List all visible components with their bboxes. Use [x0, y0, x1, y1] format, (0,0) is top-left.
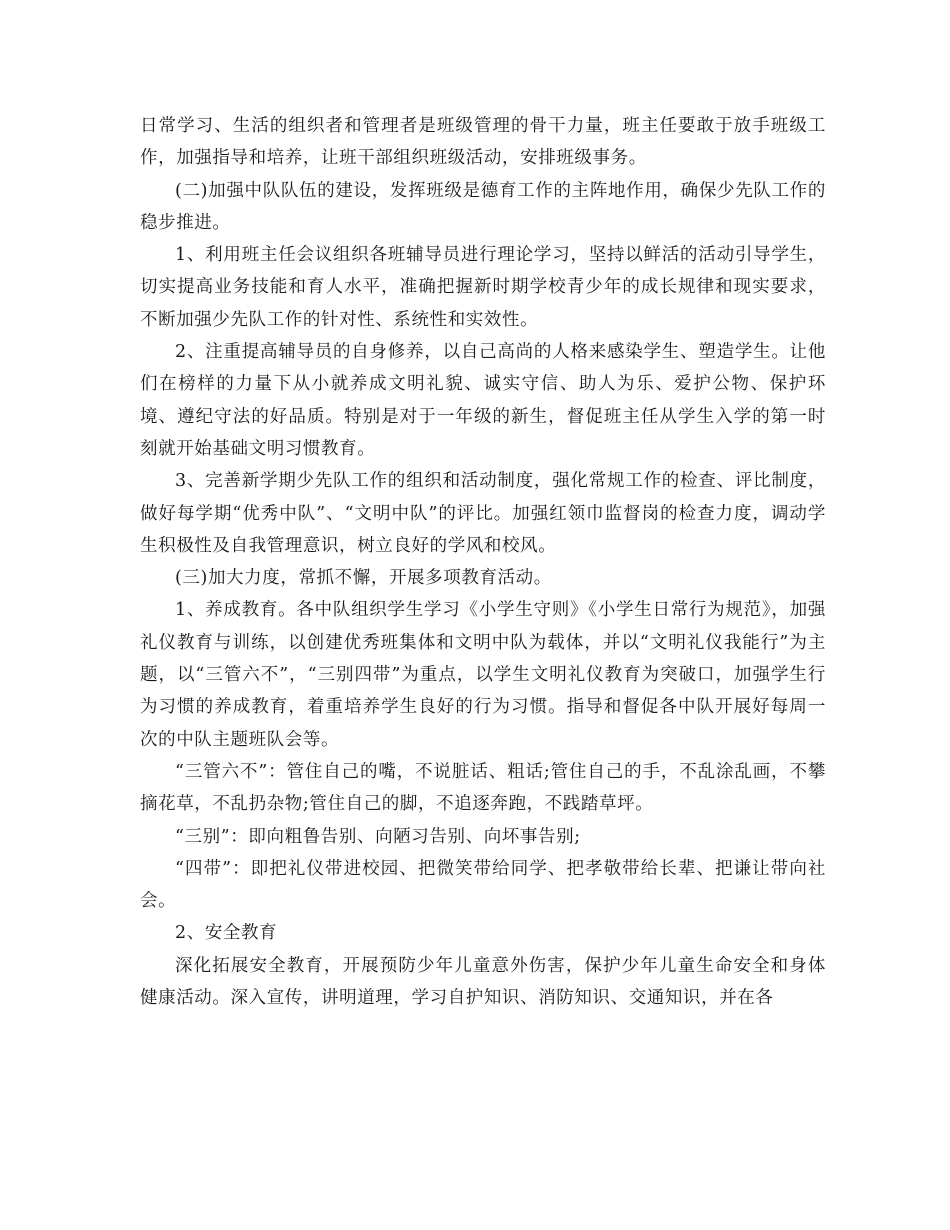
paragraph-11: 2、安全教育 — [175, 923, 278, 944]
paragraph-2: (二)加强中队队伍的建设，发挥班级是德育工作的主阵地作用，确保少先队工作的稳步推进。 — [140, 180, 826, 233]
paragraph-9: “三别”：即向粗鲁告别、向陋习告别、向坏事告别; — [175, 826, 581, 847]
paragraph-12: 深化拓展安全教育，开展预防少年儿童意外伤害，保护少年儿童生命安全和身体健康活动。深入宣传，讲明道理，学习自护知识、消防知识、交通知识，并在各 — [140, 955, 826, 1009]
paragraph-7: 1、养成教育。各中队组织学生学习《小学生守则》《小学生日常行为规范》，加强礼仪教育与训练，以创建优秀班集体和文明中队为载体，并以“文明礼仪我能行”为主题，以“三管六不”，“三别四带”为重点，以学生文明礼仪教育为突破口，加强学生行为习惯的养成教育，着重培养学生良好的行为习惯。指导和督促各中队开展好每周一次的中队主题班队会等。 — [140, 600, 826, 750]
paragraph-3: 1、利用班主任会议组织各班辅导员进行理论学习，坚持以鲜活的活动引导学生，切实提高业务技能和育人水平，准确把握新时期学校青少年的成长规律和现实要求，不断加强少先队工作的针对性、系统性和实效性。 — [140, 245, 826, 330]
paragraph-5: 3、完善新学期少先队工作的组织和活动制度，强化常规工作的检查、评比制度，做好每学期“优秀中队”、“文明中队”的评比。加强红领巾监督岗的检查力度，调动学生积极性及自我管理意识，树立良好的学风和校风。 — [140, 471, 826, 556]
paragraph-6: (三)加大力度，常抓不懈，开展多项教育活动。 — [175, 568, 552, 589]
paragraph-8: “三管六不”：管住自己的嘴，不说脏话、粗话;管住自己的手，不乱涂乱画，不攀摘花草，不乱扔杂物;管住自己的脚，不追逐奔跑，不践踏草坪。 — [140, 761, 826, 815]
paragraph-1: 日常学习、生活的组织者和管理者是班级管理的骨干力量，班主任要敢于放手班级工作，加强指导和培养，让班干部组织班级活动，安排班级事务。 — [140, 116, 826, 169]
paragraph-10: “四带”：即把礼仪带进校园、把微笑带给同学、把孝敬带给长辈、把谦让带向社会。 — [140, 858, 826, 912]
document-page — [140, 110, 826, 1014]
paragraph-4: 2、注重提高辅导员的自身修养，以自己高尚的人格来感染学生、塑造学生。让他们在榜样的力量下从小就养成文明礼貌、诚实守信、助人为乐、爱护公物、保护环境、遵纪守法的好品质。特别是对于一年级的新生，督促班主任从学生入学的第一时刻就开始基础文明习惯教育。 — [140, 342, 826, 459]
